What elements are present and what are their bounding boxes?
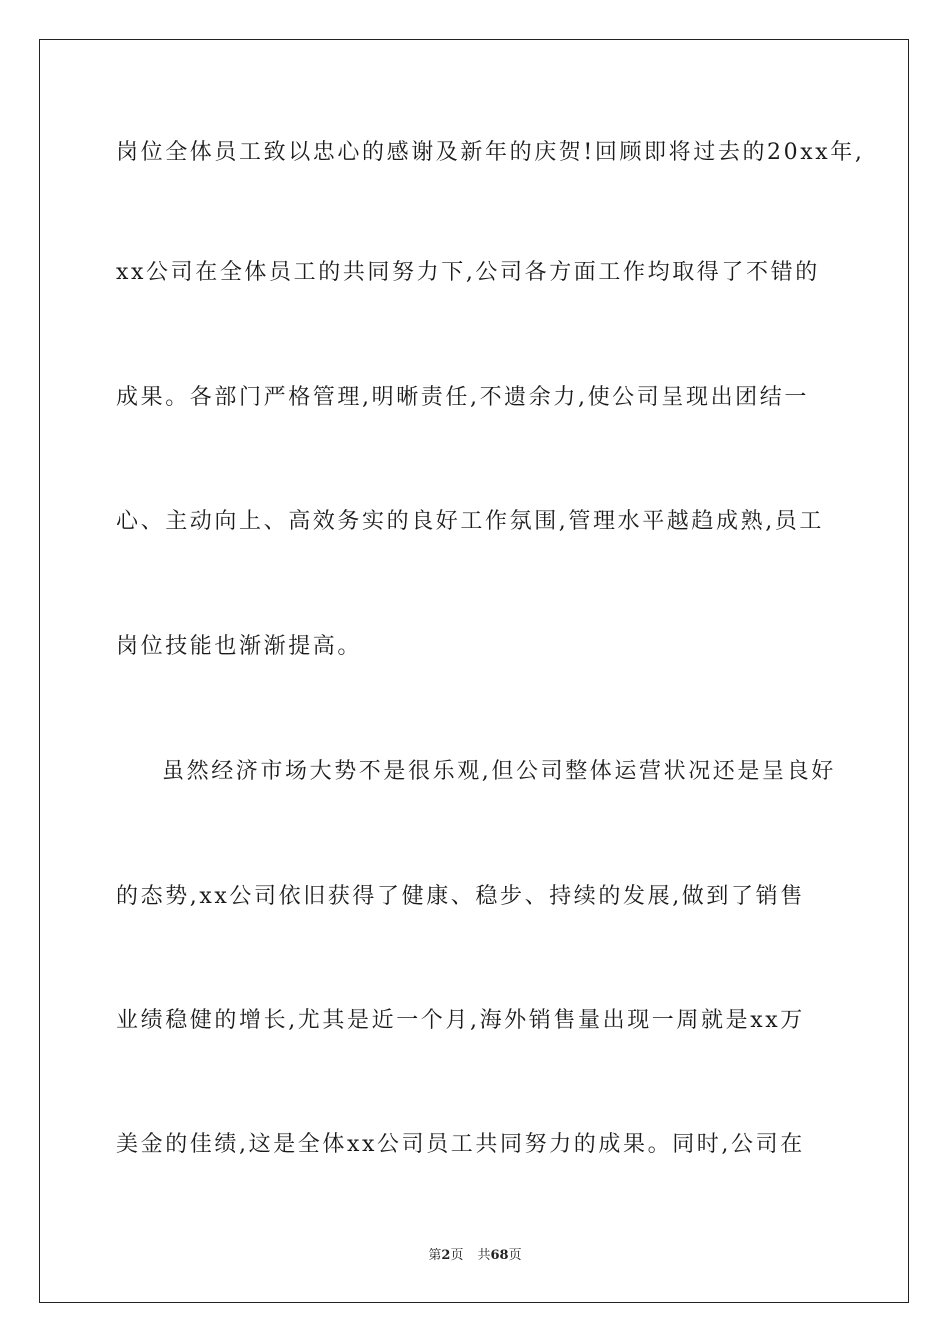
total-page-count: 68 [490, 1248, 509, 1263]
body-text-line: 的态势,xx公司依旧获得了健康、稳步、持续的发展,做到了销售 [116, 884, 805, 909]
body-text-line: xx公司在全体员工的共同努力下,公司各方面工作均取得了不错的 [116, 260, 820, 285]
body-text-line: 成果。各部门严格管理,明晰责任,不遗余力,使公司呈现出团结一 [116, 385, 809, 410]
page-border [39, 39, 909, 1303]
body-text-line: 岗位全体员工致以忠心的感谢及新年的庆贺!回顾即将过去的20xx年, [116, 140, 865, 165]
current-page-number: 2 [441, 1248, 451, 1263]
total-prefix: 共 [477, 1248, 491, 1263]
page-prefix: 第 [428, 1248, 442, 1263]
body-text-line: 业绩稳健的增长,尤其是近一个月,海外销售量出现一周就是xx万 [116, 1008, 805, 1033]
paragraph-first-line: 虽然经济市场大势不是很乐观,但公司整体运营状况还是呈良好 [162, 759, 836, 784]
page-suffix: 页 [450, 1248, 464, 1263]
body-text-line: 岗位技能也渐渐提高。 [116, 634, 363, 659]
body-text-line: 美金的佳绩,这是全体xx公司员工共同努力的成果。同时,公司在 [116, 1132, 805, 1157]
page-footer [0, 1248, 950, 1264]
total-suffix: 页 [508, 1248, 522, 1263]
body-text-line: 心、主动向上、高效务实的良好工作氛围,管理水平越趋成熟,员工 [116, 509, 824, 534]
